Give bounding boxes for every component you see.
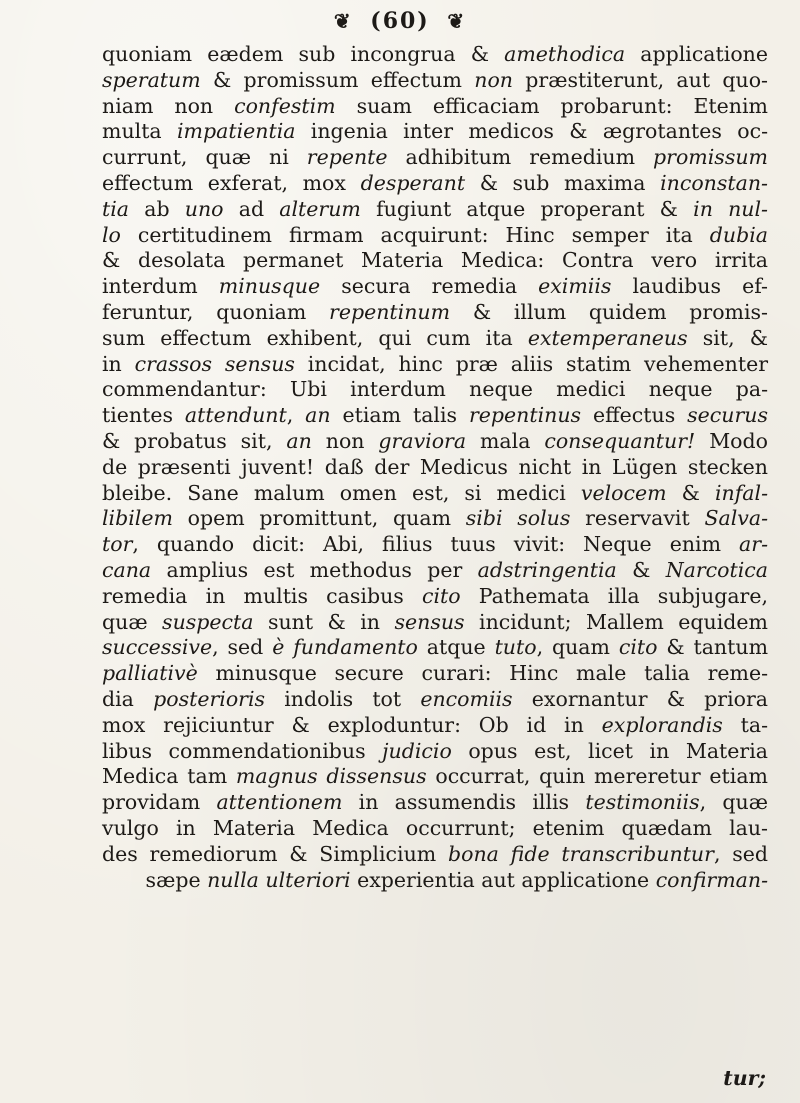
text-segment: sæpe <box>145 867 208 892</box>
text-segment: bleibe. Sane malum omen est, si medici <box>102 480 581 505</box>
text-segment: effectum exferat, mox <box>102 170 361 195</box>
italic-text: amethodica <box>504 42 626 66</box>
italic-text: attentionem <box>216 790 343 815</box>
italic-text: Salva- <box>704 506 768 531</box>
text-line <box>102 842 768 868</box>
text-segment: reservavit <box>570 506 705 531</box>
text-segment: laudibus ef- <box>611 274 768 299</box>
text-line <box>102 558 768 584</box>
text-segment: ab <box>129 196 185 221</box>
text-segment: minusque secure curari: Hinc male talia reme- <box>197 661 768 686</box>
text-segment: de præsenti juvent! daß der Medicus nicht in Lügen stecken <box>102 454 768 479</box>
text-segment: , <box>286 403 306 428</box>
text-line <box>102 635 768 661</box>
text-line <box>102 506 768 532</box>
italic-text: graviora <box>378 428 467 453</box>
text-line <box>102 300 768 326</box>
italic-text: repentinum <box>329 299 451 324</box>
text-line <box>102 610 768 636</box>
italic-text: uno <box>184 196 224 221</box>
text-line <box>102 661 768 687</box>
italic-text: infal- <box>714 480 768 505</box>
text-segment: remedia in multis casibus <box>102 583 422 608</box>
text-line <box>102 94 768 120</box>
text-segment: & <box>616 557 666 582</box>
italic-text: ar- <box>739 532 768 557</box>
body-text <box>102 42 768 893</box>
text-line <box>102 687 768 713</box>
text-segment: interdum <box>102 274 219 299</box>
italic-text: alterum <box>279 196 361 221</box>
italic-text: an <box>286 428 312 453</box>
text-line <box>102 377 768 403</box>
italic-text: non <box>474 67 513 92</box>
text-segment: currunt, quæ ni <box>102 145 307 170</box>
text-segment: , quando dicit: Abi, filius tuus vivit: Neque enim <box>132 532 740 557</box>
text-segment: effectus <box>581 403 688 428</box>
text-segment: experientia aut applicatione <box>350 867 656 892</box>
text-line <box>102 584 768 610</box>
italic-text: attendunt <box>184 403 287 428</box>
italic-text: è fundamento <box>272 635 418 660</box>
text-line <box>102 197 768 223</box>
italic-text: velocem <box>580 480 667 505</box>
italic-text: Narcotica <box>665 557 768 582</box>
page-header <box>0 8 800 34</box>
text-segment: in <box>102 351 135 376</box>
italic-text: minusque <box>218 274 321 299</box>
italic-text: securus <box>687 403 768 428</box>
italic-text: repentinus <box>468 403 582 428</box>
italic-text: libilem <box>102 506 173 531</box>
text-line <box>102 119 768 145</box>
italic-text: repente <box>306 145 388 170</box>
text-line <box>102 532 768 558</box>
italic-text: posterioris <box>153 686 266 711</box>
text-segment: Modo <box>695 428 768 453</box>
text-segment: suam efficaciam probarunt: Etenim <box>335 93 768 118</box>
text-segment: sum effectum exhibent, qui cum ita <box>102 325 528 350</box>
text-segment: secura remedia <box>320 274 539 299</box>
text-segment: niam non <box>102 93 235 118</box>
text-segment: & desolata permanet Materia Medica: Contra vero irrita <box>102 248 768 273</box>
text-segment: opem promittunt, quam <box>172 506 466 531</box>
italic-text: cito <box>618 635 658 660</box>
text-segment: exornantur & priora <box>512 686 768 711</box>
text-line <box>102 352 768 378</box>
text-line <box>102 816 768 842</box>
text-segment: incidunt; Mallem equidem <box>464 609 768 634</box>
text-segment: atque <box>417 635 495 660</box>
text-segment: dia <box>102 686 154 711</box>
italic-text: desperant <box>360 170 466 195</box>
text-line <box>102 223 768 249</box>
text-segment: fugiunt atque properant & <box>360 196 694 221</box>
text-segment: in assumendis illis <box>342 790 586 815</box>
text-segment: & probatus sit, <box>102 428 287 453</box>
italic-text: consequantur! <box>544 428 696 453</box>
italic-text: lo <box>102 222 121 247</box>
italic-text: bona fide transcribuntur <box>448 841 714 866</box>
text-line <box>102 171 768 197</box>
italic-text: tuto <box>494 635 537 660</box>
page-number: (60) <box>370 8 430 34</box>
italic-text: crassos sensus <box>134 351 295 376</box>
italic-text: judicio <box>382 738 452 763</box>
text-line <box>102 429 768 455</box>
text-segment: feruntur, quoniam <box>102 299 330 324</box>
text-segment: , sed <box>713 841 768 866</box>
text-segment: amplius est methodus per <box>151 557 478 582</box>
italic-text: inconstan- <box>660 170 768 195</box>
text-segment: etiam talis <box>330 403 469 428</box>
text-line <box>102 274 768 300</box>
text-segment: mox rejiciuntur & exploduntur: Ob id in <box>102 712 602 737</box>
italic-text: testimoniis <box>585 790 700 815</box>
italic-text: encomiis <box>420 686 513 711</box>
text-segment: opus est, licet in Materia <box>451 738 768 763</box>
text-segment: quæ <box>102 609 163 634</box>
text-line <box>102 145 768 171</box>
italic-text: an <box>305 403 331 428</box>
text-segment: & tantum <box>657 635 769 660</box>
text-segment: incidat, hinc præ aliis statim vehementer <box>294 351 768 376</box>
text-line <box>102 868 768 894</box>
text-line <box>102 42 768 68</box>
italic-text: sibi solus <box>465 506 571 531</box>
text-segment: ta- <box>722 712 768 737</box>
text-segment: multa <box>102 119 177 144</box>
text-segment: mala <box>466 428 545 453</box>
italic-text: palliativè <box>102 661 198 686</box>
italic-text: dubia <box>709 222 768 247</box>
text-segment: Pathemata illa subjugare, <box>460 583 768 608</box>
text-segment: occurrat, quin mereretur etiam <box>426 764 768 789</box>
italic-text: magnus dissensus <box>235 764 427 789</box>
italic-text: explorandis <box>601 712 723 737</box>
text-line <box>102 248 768 274</box>
text-line <box>102 481 768 507</box>
text-segment: certitudinem firmam acquirunt: Hinc semper ita <box>120 222 710 247</box>
text-segment: adhibitum remedium <box>387 145 654 170</box>
text-segment: , quam <box>536 635 619 660</box>
text-segment: vulgo in Materia Medica occurrunt; etenim quædam lau- <box>102 815 768 840</box>
text-segment: tientes <box>102 403 185 428</box>
text-segment: ad <box>223 196 280 221</box>
italic-text: adstringentia <box>477 557 617 582</box>
text-segment: applicatione <box>625 42 768 66</box>
italic-text: eximiis <box>538 274 612 299</box>
italic-text: impatientia <box>176 119 296 144</box>
text-line <box>102 326 768 352</box>
text-segment: quoniam eædem sub incongrua & <box>102 42 505 66</box>
italic-text: confestim <box>234 93 336 118</box>
catchword: tur; <box>723 1066 766 1090</box>
italic-text: tia <box>102 196 130 221</box>
text-line <box>102 455 768 481</box>
text-segment: & sub maxima <box>465 170 661 195</box>
text-segment: commendantur: Ubi interdum neque medici neque pa- <box>102 377 768 402</box>
ornament-right-icon: ❦ <box>447 9 467 33</box>
ornament-left-icon: ❦ <box>333 9 353 33</box>
text-line <box>102 739 768 765</box>
text-line <box>102 764 768 790</box>
italic-text: tor <box>102 532 133 557</box>
text-segment: & promissum effectum <box>200 67 475 92</box>
text-segment: indolis tot <box>265 686 421 711</box>
text-segment: , sed <box>212 635 273 660</box>
italic-text: cito <box>421 583 461 608</box>
italic-text: speratum <box>102 67 201 92</box>
text-line <box>102 790 768 816</box>
text-segment: providam <box>102 790 217 815</box>
italic-text: extemperaneus <box>527 325 688 350</box>
italic-text: suspecta <box>162 609 254 634</box>
text-segment: libus commendationibus <box>102 738 383 763</box>
text-segment: des remediorum & Simplicium <box>102 841 448 866</box>
text-segment: sit, & <box>687 325 768 350</box>
text-segment: præstiterunt, aut quo- <box>513 67 768 92</box>
text-segment: sunt & in <box>253 609 395 634</box>
italic-text: cana <box>102 557 152 582</box>
italic-text: confirman- <box>655 867 768 892</box>
text-segment: & <box>666 480 715 505</box>
text-segment: ingenia inter medicos & ægrotantes oc- <box>295 119 768 144</box>
text-segment: & illum quidem promis- <box>450 299 768 324</box>
italic-text: nulla ulteriori <box>207 867 351 892</box>
italic-text: sensus <box>394 609 465 634</box>
italic-text: in nul- <box>693 196 768 221</box>
italic-text: successive <box>102 635 213 660</box>
text-line <box>102 403 768 429</box>
text-segment: non <box>311 428 379 453</box>
text-line <box>102 68 768 94</box>
text-line <box>102 713 768 739</box>
italic-text: promissum <box>653 145 768 170</box>
text-segment: , quæ <box>699 790 768 815</box>
text-segment: Medica tam <box>102 764 236 789</box>
